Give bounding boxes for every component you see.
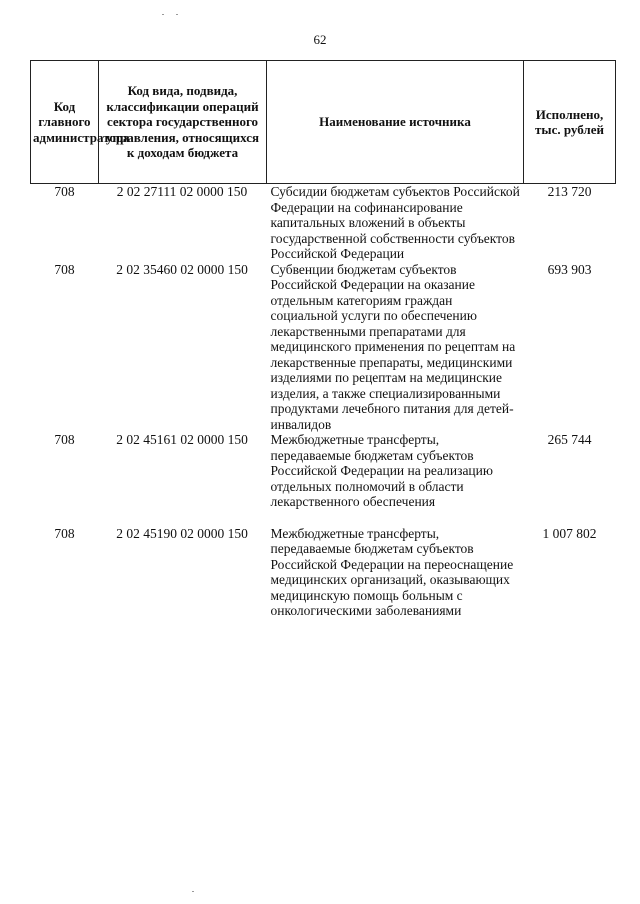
admin-code-cell: 708 [54,432,75,447]
type-code-cell: 2 02 45161 02 0000 150 [116,432,248,447]
scan-speck [176,14,178,15]
source-name-cell: Субсидии бюджетам субъектов Российской Федерации на софинансирование капитальных вложений в объекты государственной собственности субъектов Российской Федерации [270,184,520,261]
amount-cell: 265 744 [547,432,592,447]
scan-speck [192,891,194,892]
type-code-cell: 2 02 45190 02 0000 150 [116,525,248,541]
scan-speck [162,14,164,15]
table-header-row [31,61,616,184]
type-code-cell: 2 02 35460 02 0000 150 [116,261,248,277]
table-row [31,262,616,433]
amount-cell: 213 720 [547,184,592,199]
page-number: 62 [313,32,327,47]
header-admin-code: Код главного администратора [31,61,99,184]
source-name-cell: Межбюджетные трансферты, передаваемые бюджетам субъектов Российской Федерации на реализацию отдельных полномочий в области лекарственного обеспечения [270,432,493,509]
type-code-cell: 2 02 27111 02 0000 150 [116,184,248,199]
amount-cell: 1 007 802 [542,525,597,541]
table-row [31,184,616,262]
table-row [31,526,616,619]
table-row [31,432,616,526]
admin-code-cell: 708 [54,261,75,277]
admin-code-cell: 708 [54,525,75,541]
header-type-code: Код вида, подвида, классификации операций сектора государственного управления, относящихся к доходам бюджета [99,61,267,184]
amount-cell: 693 903 [547,261,592,277]
budget-revenue-table [30,60,616,619]
header-source-name: Наименование источника [267,61,524,184]
source-name-cell: Межбюджетные трансферты, передаваемые бюджетам субъектов Российской Федерации на переоснащение медицинских организаций, оказывающих медицинскую помощь больным с онкологическими заболеваниями [270,525,514,618]
source-name-cell: Субвенции бюджетам субъектов Российской Федерации на оказание отдельным категориям граждан социальной услуги по обеспечению лекарственными препаратами для медицинского применения по рецептам на лекарственные препараты, медицинскими изделиями по рецептам на медицинские изделия, а также специализированными продуктами лечебного питания для детей-инвалидов [270,261,516,432]
header-amount: Исполнено, тыс. рублей [524,61,616,184]
admin-code-cell: 708 [54,184,75,199]
